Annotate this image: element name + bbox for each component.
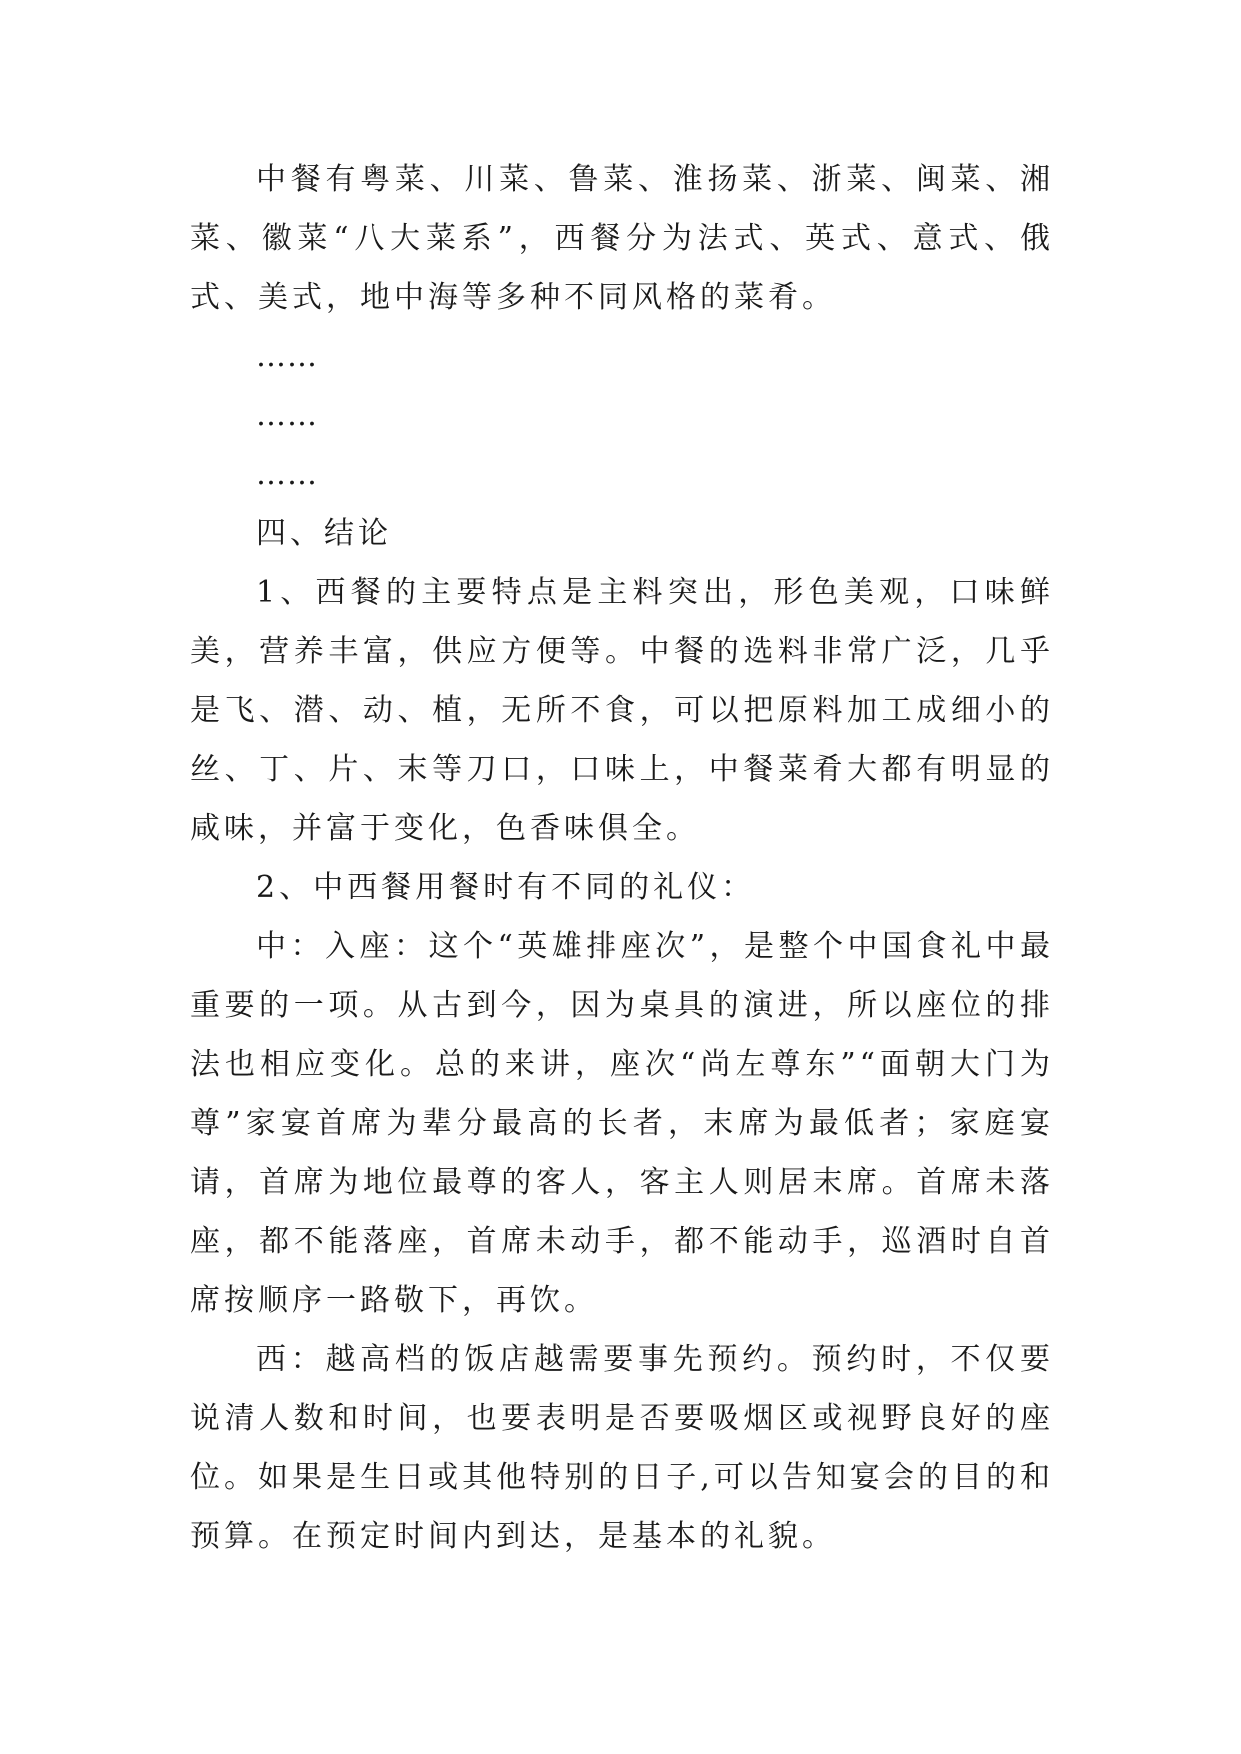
ellipsis-line: ……	[256, 457, 318, 492]
section-heading-conclusion: 四、结论	[256, 516, 392, 551]
document-body	[190, 150, 1054, 1566]
paragraph-conclusion-2: 2、中西餐用餐时有不同的礼仪：	[256, 870, 756, 905]
paragraph-western-etiquette: 西：越高档的饭店越需要事先预约。预约时，不仅要说清人数和时间，也要表明是否要吸烟区或视野良好的座位。如果是生日或其他特别的日子,可以告知宴会的目的和预算。在预定时间内到达，是基本的礼貌。	[190, 1342, 1054, 1554]
paragraph-chinese-etiquette: 中：入座：这个“英雄排座次”，是整个中国食礼中最重要的一项。从古到今，因为桌具的演进，所以座位的排法也相应变化。总的来讲，座次“尚左尊东”“面朝大门为尊”家宴首席为辈分最高的长者，末席为最低者；家庭宴请，首席为地位最尊的客人，客主人则居末席。首席未落座，都不能落座，首席未动手，都不能动手，巡酒时自首席按顺序一路敬下，再饮。	[190, 929, 1054, 1318]
ellipsis-line: ……	[256, 339, 318, 374]
paragraph-cuisines: 中餐有粤菜、川菜、鲁菜、淮扬菜、浙菜、闽菜、湘菜、徽菜“八大菜系”，西餐分为法式、英式、意式、俄式、美式，地中海等多种不同风格的菜肴。	[190, 162, 1054, 315]
paragraph-conclusion-1: 1、西餐的主要特点是主料突出，形色美观，口味鲜美，营养丰富，供应方便等。中餐的选料非常广泛，几乎是飞、潜、动、植，无所不食，可以把原料加工成细小的丝、丁、片、末等刀口，口味上，中餐菜肴大都有明显的咸味，并富于变化，色香味俱全。	[190, 575, 1054, 846]
ellipsis-line: ……	[256, 398, 318, 433]
